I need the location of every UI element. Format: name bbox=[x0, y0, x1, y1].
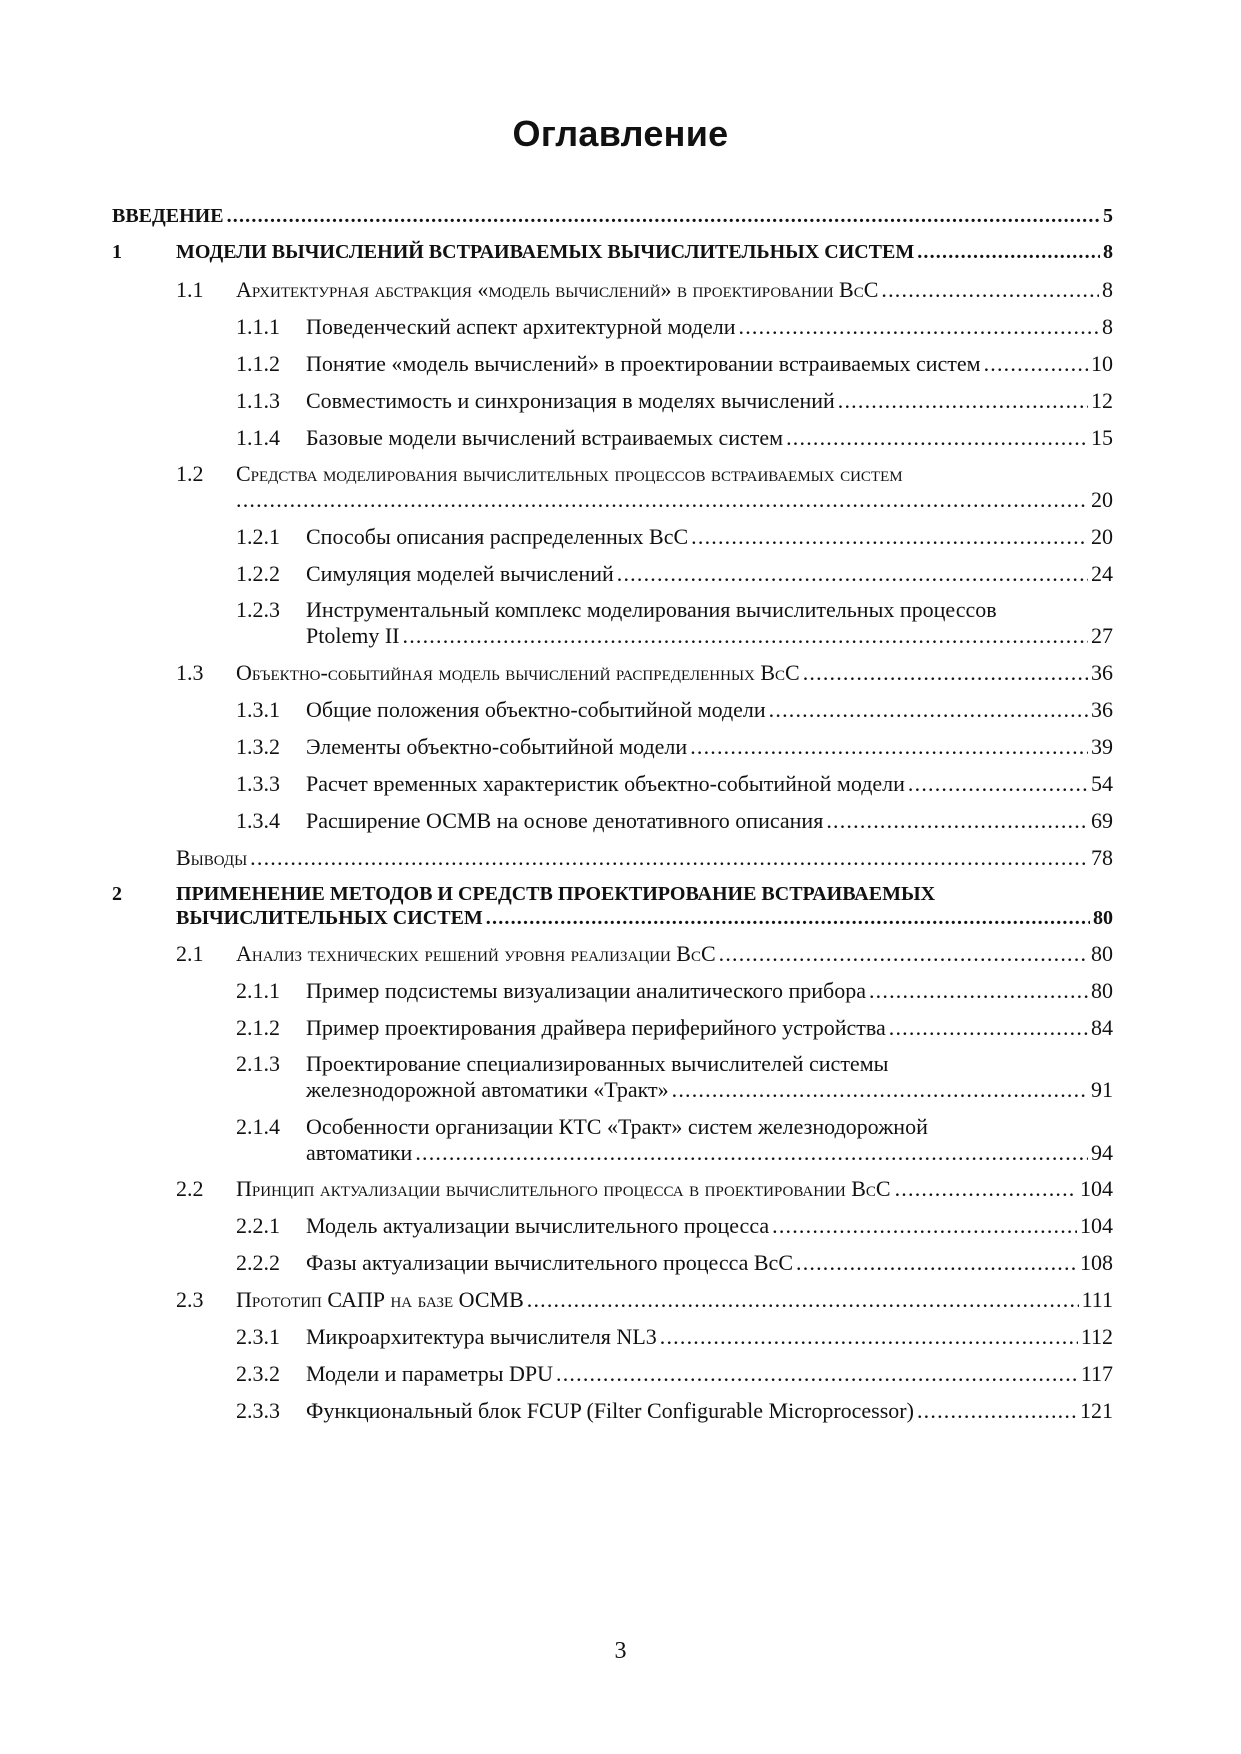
toc-entry-page: 10 bbox=[1091, 351, 1113, 376]
leader-dots bbox=[772, 1212, 1077, 1240]
toc-entry-number: 2.3 bbox=[176, 1287, 204, 1312]
toc-entry-title: Микроархитектура вычислителя NL3 bbox=[306, 1324, 657, 1349]
toc-entry-number: 2.1.1 bbox=[236, 978, 280, 1003]
toc-entry-number: 1.3.3 bbox=[236, 771, 280, 796]
toc-entry-number: 1.1 bbox=[176, 277, 204, 302]
toc-entry-page: 69 bbox=[1091, 808, 1113, 833]
toc-entry-number: 1.1.4 bbox=[236, 425, 280, 450]
toc-entry-2-1-4-line2[interactable] bbox=[306, 1139, 1113, 1167]
toc-entry-page: 8 bbox=[1103, 241, 1113, 263]
toc-entry-section-1-2-title[interactable] bbox=[236, 460, 903, 488]
toc-entry-title: Средства моделирования вычислительных процессов встраиваемых систем bbox=[236, 461, 903, 486]
toc-entry-title: Модель актуализации вычислительного процесса bbox=[306, 1213, 770, 1238]
toc-entry-page: 24 bbox=[1091, 561, 1113, 586]
toc-entry-page: 36 bbox=[1091, 697, 1113, 722]
toc-entry-title: Анализ технических решений уровня реализации ВсС bbox=[236, 941, 716, 966]
toc-entry-title: Расширение ОСМВ на основе денотативного описания bbox=[306, 808, 824, 833]
toc-entry-1-3-3[interactable] bbox=[306, 770, 1113, 798]
toc-entry-number: 2.1.3 bbox=[236, 1051, 280, 1076]
toc-entry-1-3-1[interactable] bbox=[306, 696, 1113, 724]
toc-entry-2-3-2[interactable] bbox=[306, 1360, 1113, 1388]
leader-dots bbox=[803, 659, 1088, 687]
leader-dots bbox=[739, 313, 1100, 341]
leader-dots bbox=[719, 940, 1088, 968]
toc-entry-title-cont: ВЫЧИСЛИТЕЛЬНЫХ СИСТЕМ bbox=[176, 907, 483, 929]
toc-entry-title: Модели и параметры DPU bbox=[306, 1361, 554, 1386]
toc-entry-title: Общие положения объектно-событийной модели bbox=[306, 697, 766, 722]
toc-entry-title: Совместимость и синхронизация в моделях вычислений bbox=[306, 388, 835, 413]
toc-entry-section-2-1[interactable] bbox=[236, 940, 1113, 968]
toc-entry-page: 8 bbox=[1102, 277, 1113, 302]
toc-entry-page: 5 bbox=[1103, 205, 1113, 227]
toc-entry-number: 1.3.1 bbox=[236, 697, 280, 722]
toc-entry-section-1-1[interactable] bbox=[236, 276, 1113, 304]
toc-entry-title: Пример проектирования драйвера периферийного устройства bbox=[306, 1015, 886, 1040]
toc-entry-2-1-3-title[interactable] bbox=[306, 1050, 888, 1078]
toc-entry-number: 1.1.2 bbox=[236, 351, 280, 376]
toc-entry-2-3-3[interactable] bbox=[306, 1397, 1113, 1425]
leader-dots bbox=[881, 276, 1099, 304]
toc-entry-title: ПРИМЕНЕНИЕ МЕТОДОВ И СРЕДСТВ ПРОЕКТИРОВАНИЕ ВСТРАИВАЕМЫХ bbox=[176, 883, 936, 905]
toc-entry-1-1-1[interactable] bbox=[306, 313, 1113, 341]
leader-dots bbox=[889, 1014, 1088, 1042]
toc-entry-title: ВВЕДЕНИЕ bbox=[112, 205, 224, 227]
toc-entry-number: 2.2 bbox=[176, 1176, 204, 1201]
leader-dots bbox=[527, 1286, 1079, 1314]
toc-entry-number: 2.1.4 bbox=[236, 1114, 280, 1139]
toc-entry-page: 121 bbox=[1080, 1398, 1113, 1423]
toc-entry-number: 1.2 bbox=[176, 461, 204, 486]
toc-entry-title: Прототип САПР на базе ОСМВ bbox=[236, 1287, 524, 1312]
page-title: Оглавление bbox=[512, 113, 729, 154]
toc-entry-title: Элементы объектно-событийной модели bbox=[306, 734, 688, 759]
toc-entry-title-cont: железнодорожной автоматики «Тракт» bbox=[306, 1077, 669, 1102]
toc-entry-page: 54 bbox=[1091, 771, 1113, 796]
toc-entry-title-cont: Ptolemy II bbox=[306, 623, 400, 648]
leader-dots bbox=[826, 807, 1088, 835]
toc-entry-page: 39 bbox=[1091, 734, 1113, 759]
toc-entry-2-1-3-line2[interactable] bbox=[306, 1076, 1113, 1104]
toc-entry-number: 2.1.2 bbox=[236, 1015, 280, 1040]
toc-entry-title: Архитектурная абстракция «модель вычислений» в проектировании ВсС bbox=[236, 277, 879, 302]
leader-dots bbox=[908, 770, 1088, 798]
leader-dots bbox=[917, 1397, 1077, 1425]
leader-dots bbox=[403, 622, 1089, 650]
toc-entry-1-2-3-line2[interactable] bbox=[306, 622, 1113, 650]
toc-entry-page: 94 bbox=[1091, 1140, 1113, 1165]
leader-dots bbox=[838, 387, 1088, 415]
page-number: 3 bbox=[614, 1638, 627, 1664]
toc-entry-page: 104 bbox=[1080, 1213, 1113, 1238]
toc-entry-2-3-1[interactable] bbox=[306, 1323, 1113, 1351]
leader-dots bbox=[660, 1323, 1078, 1351]
toc-entry-page: 20 bbox=[1091, 487, 1113, 512]
leader-dots bbox=[672, 1076, 1088, 1104]
toc-entry-1-2-1[interactable] bbox=[306, 523, 1113, 551]
toc-entry-title: Поведенческий аспект архитектурной модели bbox=[306, 314, 736, 339]
toc-entry-title: Принцип актуализации вычислительного процесса в проектировании ВсС bbox=[236, 1176, 891, 1201]
leader-dots bbox=[227, 202, 1100, 230]
leader-dots bbox=[236, 486, 1088, 514]
toc-entry-2-2-1[interactable] bbox=[306, 1212, 1113, 1240]
leader-dots bbox=[486, 904, 1090, 932]
toc-entry-section-1-3[interactable] bbox=[236, 659, 1113, 687]
leader-dots bbox=[617, 560, 1088, 588]
leader-dots bbox=[796, 1249, 1077, 1277]
toc-entry-number: 1.3.4 bbox=[236, 808, 280, 833]
toc-entry-1-2-3-title[interactable] bbox=[306, 596, 997, 624]
toc-entry-number: 1.2.3 bbox=[236, 597, 280, 622]
toc-entry-2-1-4-title[interactable] bbox=[306, 1113, 928, 1141]
toc-entry-number: 1.2.2 bbox=[236, 561, 280, 586]
toc-entry-chapter-1[interactable] bbox=[176, 238, 1113, 266]
leader-dots bbox=[415, 1139, 1088, 1167]
toc-entry-page: 111 bbox=[1081, 1287, 1113, 1312]
toc-entry-number: 2.3.1 bbox=[236, 1324, 280, 1349]
leader-dots bbox=[691, 523, 1088, 551]
toc-entry-number: 2.3.3 bbox=[236, 1398, 280, 1423]
toc-entry-title: Функциональный блок FCUP (Filter Configurable Microprocessor) bbox=[306, 1398, 914, 1423]
toc-entry-number: 2.3.2 bbox=[236, 1361, 280, 1386]
toc-entry-section-2-3[interactable] bbox=[236, 1286, 1113, 1314]
toc-entry-page: 80 bbox=[1093, 907, 1113, 929]
toc-entry-number: 1.3 bbox=[176, 660, 204, 685]
toc-entry-page: 112 bbox=[1080, 1324, 1113, 1349]
toc-entry-title: Выводы bbox=[176, 845, 248, 870]
toc-entry-title: Пример подсистемы визуализации аналитического прибора bbox=[306, 978, 866, 1003]
toc-entry-1-1-4[interactable] bbox=[306, 424, 1113, 452]
toc-entry-page: 80 bbox=[1091, 941, 1113, 966]
toc-entry-page: 20 bbox=[1091, 524, 1113, 549]
toc-entry-page: 108 bbox=[1080, 1250, 1113, 1275]
toc-entry-title-cont: автоматики bbox=[306, 1140, 413, 1165]
toc-entry-1-1-3[interactable] bbox=[306, 387, 1113, 415]
leader-dots bbox=[690, 733, 1088, 761]
toc-entry-number: 2 bbox=[112, 883, 122, 905]
toc-entry-title: Проектирование специализированных вычислителей системы bbox=[306, 1051, 889, 1076]
toc-entry-introduction[interactable] bbox=[112, 202, 1113, 230]
toc-entry-title: Симуляция моделей вычислений bbox=[306, 561, 614, 586]
toc-entry-title: Понятие «модель вычислений» в проектировании встраиваемых систем bbox=[306, 351, 981, 376]
toc-entry-1-3-4[interactable] bbox=[306, 807, 1113, 835]
toc-entry-page: 15 bbox=[1091, 425, 1113, 450]
toc-entry-1-3-2[interactable] bbox=[306, 733, 1113, 761]
toc-entry-page: 8 bbox=[1102, 314, 1113, 339]
leader-dots bbox=[786, 424, 1088, 452]
toc-entry-page: 91 bbox=[1091, 1077, 1113, 1102]
leader-dots bbox=[250, 844, 1088, 872]
toc-entry-page: 104 bbox=[1080, 1176, 1113, 1201]
toc-entry-title: МОДЕЛИ ВЫЧИСЛЕНИЙ ВСТРАИВАЕМЫХ ВЫЧИСЛИТЕЛЬНЫХ СИСТЕМ bbox=[176, 241, 915, 263]
toc-entry-page: 36 bbox=[1091, 660, 1113, 685]
leader-dots bbox=[869, 977, 1088, 1005]
leader-dots bbox=[556, 1360, 1078, 1388]
toc-entry-title: Фазы актуализации вычислительного процесса ВсС bbox=[306, 1250, 793, 1275]
toc-entry-section-1-2-leader[interactable] bbox=[236, 486, 1113, 514]
toc-entry-number: 1.2.1 bbox=[236, 524, 280, 549]
leader-dots bbox=[984, 350, 1088, 378]
toc-entry-page: 78 bbox=[1091, 845, 1113, 870]
toc-entry-page: 117 bbox=[1080, 1361, 1113, 1386]
toc-entry-title: Особенности организации КТС «Тракт» систем железнодорожной bbox=[306, 1114, 928, 1139]
toc-entry-title: Способы описания распределенных ВсС bbox=[306, 524, 689, 549]
toc-entry-number: 1.3.2 bbox=[236, 734, 280, 759]
toc-entry-conclusions[interactable] bbox=[176, 844, 1113, 872]
toc-entry-title: Базовые модели вычислений встраиваемых систем bbox=[306, 425, 784, 450]
toc-entry-chapter-2-line2[interactable] bbox=[176, 904, 1113, 932]
toc-entry-page: 12 bbox=[1091, 388, 1113, 413]
leader-dots bbox=[917, 238, 1100, 266]
toc-entry-1-1-2[interactable] bbox=[306, 350, 1113, 378]
toc-entry-1-2-2[interactable] bbox=[306, 560, 1113, 588]
toc-entry-number: 1 bbox=[112, 241, 122, 263]
leader-dots bbox=[895, 1175, 1076, 1203]
toc-entry-number: 2.1 bbox=[176, 941, 204, 966]
toc-entry-title: Расчет временных характеристик объектно-событийной модели bbox=[306, 771, 905, 796]
toc-entry-number: 2.2.1 bbox=[236, 1213, 280, 1238]
toc-entry-page: 84 bbox=[1091, 1015, 1113, 1040]
toc-entry-page: 27 bbox=[1091, 623, 1113, 648]
toc-entry-title: Инструментальный комплекс моделирования вычислительных процессов bbox=[306, 597, 997, 622]
toc-entry-title: Объектно-событийная модель вычислений распределенных ВсС bbox=[236, 660, 800, 685]
toc-entry-2-1-1[interactable] bbox=[306, 977, 1113, 1005]
toc-entry-number: 2.2.2 bbox=[236, 1250, 280, 1275]
leader-dots bbox=[769, 696, 1088, 724]
toc-entry-2-2-2[interactable] bbox=[306, 1249, 1113, 1277]
toc-entry-number: 1.1.3 bbox=[236, 388, 280, 413]
toc-entry-page: 80 bbox=[1091, 978, 1113, 1003]
toc-entry-number: 1.1.1 bbox=[236, 314, 280, 339]
toc-entry-section-2-2[interactable] bbox=[236, 1175, 1113, 1203]
toc-entry-2-1-2[interactable] bbox=[306, 1014, 1113, 1042]
